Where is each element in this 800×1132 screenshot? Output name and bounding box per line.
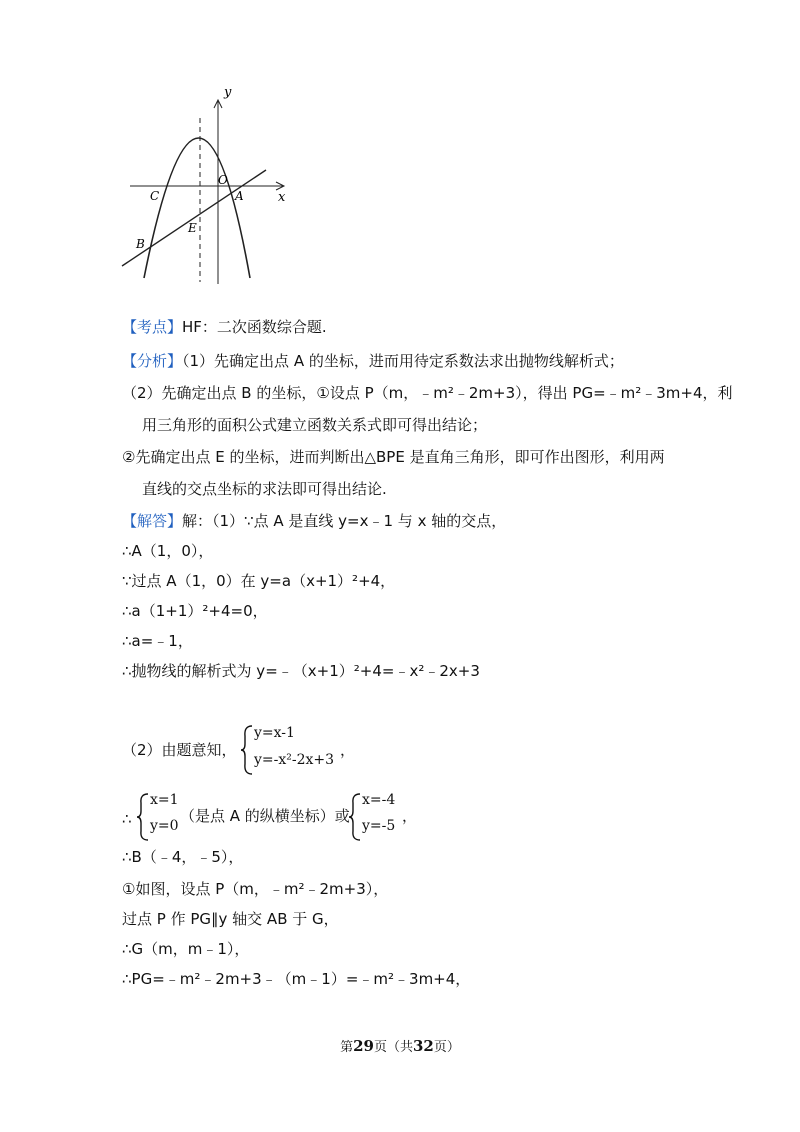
jieda-line-2: ∴A（1，0）， — [122, 542, 214, 560]
system3-eq2: y=-5 — [362, 818, 396, 834]
jieda-line-6: ∴抛物线的解析式为 y=﹣（x+1）²+4=﹣x²﹣2x+3 — [122, 662, 480, 680]
parabola-figure — [112, 88, 292, 288]
x-axis-label: x — [278, 190, 286, 205]
jieda-line-5: ∴a=﹣1， — [122, 632, 193, 650]
brace-3 — [348, 792, 362, 842]
fenxi-line-3: 用三角形的面积公式建立函数关系式即可得出结论； — [142, 416, 488, 434]
fenxi-line-1 — [122, 350, 624, 372]
jieda-text-1: 解：（1）∵点 A 是直线 y=x﹣1 与 x 轴的交点， — [182, 512, 507, 530]
brace-2 — [136, 792, 150, 842]
footer-page: 29 — [353, 1037, 374, 1055]
jieda-line-4: ∴a（1+1）²+4=0， — [122, 602, 268, 620]
fenxi-line-2: （2）先确定出点 B 的坐标，①设点 P（m，﹣m²﹣2m+3），得出 PG=﹣m²﹣3m+4，利 — [122, 384, 733, 402]
jieda-line-1 — [122, 510, 506, 532]
line-b: ∴B（﹣4，﹣5）， — [122, 848, 244, 866]
fenxi-line-4: ②先确定出点 E 的坐标，进而判断出△BPE 是直角三角形，即可作出图形，利用两 — [122, 448, 665, 466]
line-pg: 过点 P 作 PG∥y 轴交 AB 于 G， — [122, 910, 339, 928]
kaodian-tag: 【考点】 — [122, 318, 183, 336]
jieda-line-3: ∵过点 A（1，0）在 y=a（x+1）²+4， — [122, 572, 396, 590]
system2-eq2: y=0 — [150, 818, 179, 834]
label-a: A — [235, 189, 244, 203]
footer-suffix: 页） — [433, 1040, 460, 1055]
label-e: E — [188, 221, 197, 235]
fenxi-line-5: 直线的交点坐标的求法即可得出结论. — [142, 480, 387, 498]
footer-total: 32 — [413, 1037, 434, 1055]
line-p: ①如图，设点 P（m，﹣m²﹣2m+3）， — [122, 880, 389, 898]
kaodian-text: HF：二次函数综合题. — [182, 318, 327, 336]
system1-eq2: y=-x²-2x+3 — [254, 752, 335, 768]
label-o: O — [218, 173, 228, 187]
parabola-graph — [112, 88, 292, 288]
label-c: C — [150, 189, 160, 203]
system1-tail: ， — [340, 741, 356, 759]
system2-eq1: x=1 — [150, 792, 179, 808]
brace-1 — [240, 724, 254, 776]
fenxi-tag: 【分析】 — [122, 352, 183, 370]
line-g: ∴G（m，m﹣1）， — [122, 940, 250, 958]
system3-eq1: x=-4 — [362, 792, 396, 808]
fenxi-text-1: （1）先确定出点 A 的坐标，进而用待定系数法求出抛物线解析式； — [182, 352, 624, 370]
system1-eq1: y=x-1 — [254, 725, 295, 741]
parabola-curve — [144, 138, 250, 278]
footer-mid: 页（共 — [373, 1040, 413, 1055]
label-b: B — [136, 237, 145, 251]
system3-tail: ， — [402, 807, 418, 825]
system2-note: （是点 A 的纵横坐标）或 — [180, 807, 350, 825]
footer-prefix: 第 — [340, 1040, 354, 1055]
page-footer — [0, 1036, 800, 1055]
therefore-1: ∴ — [122, 810, 132, 828]
part2-intro: （2）由题意知， — [122, 741, 237, 759]
y-axis-label: y — [224, 88, 232, 100]
kaodian-line — [122, 316, 327, 338]
jieda-tag: 【解答】 — [122, 512, 183, 530]
line-pg-value: ∴PG=﹣m²﹣2m+3﹣（m﹣1）=﹣m²﹣3m+4， — [122, 970, 471, 988]
